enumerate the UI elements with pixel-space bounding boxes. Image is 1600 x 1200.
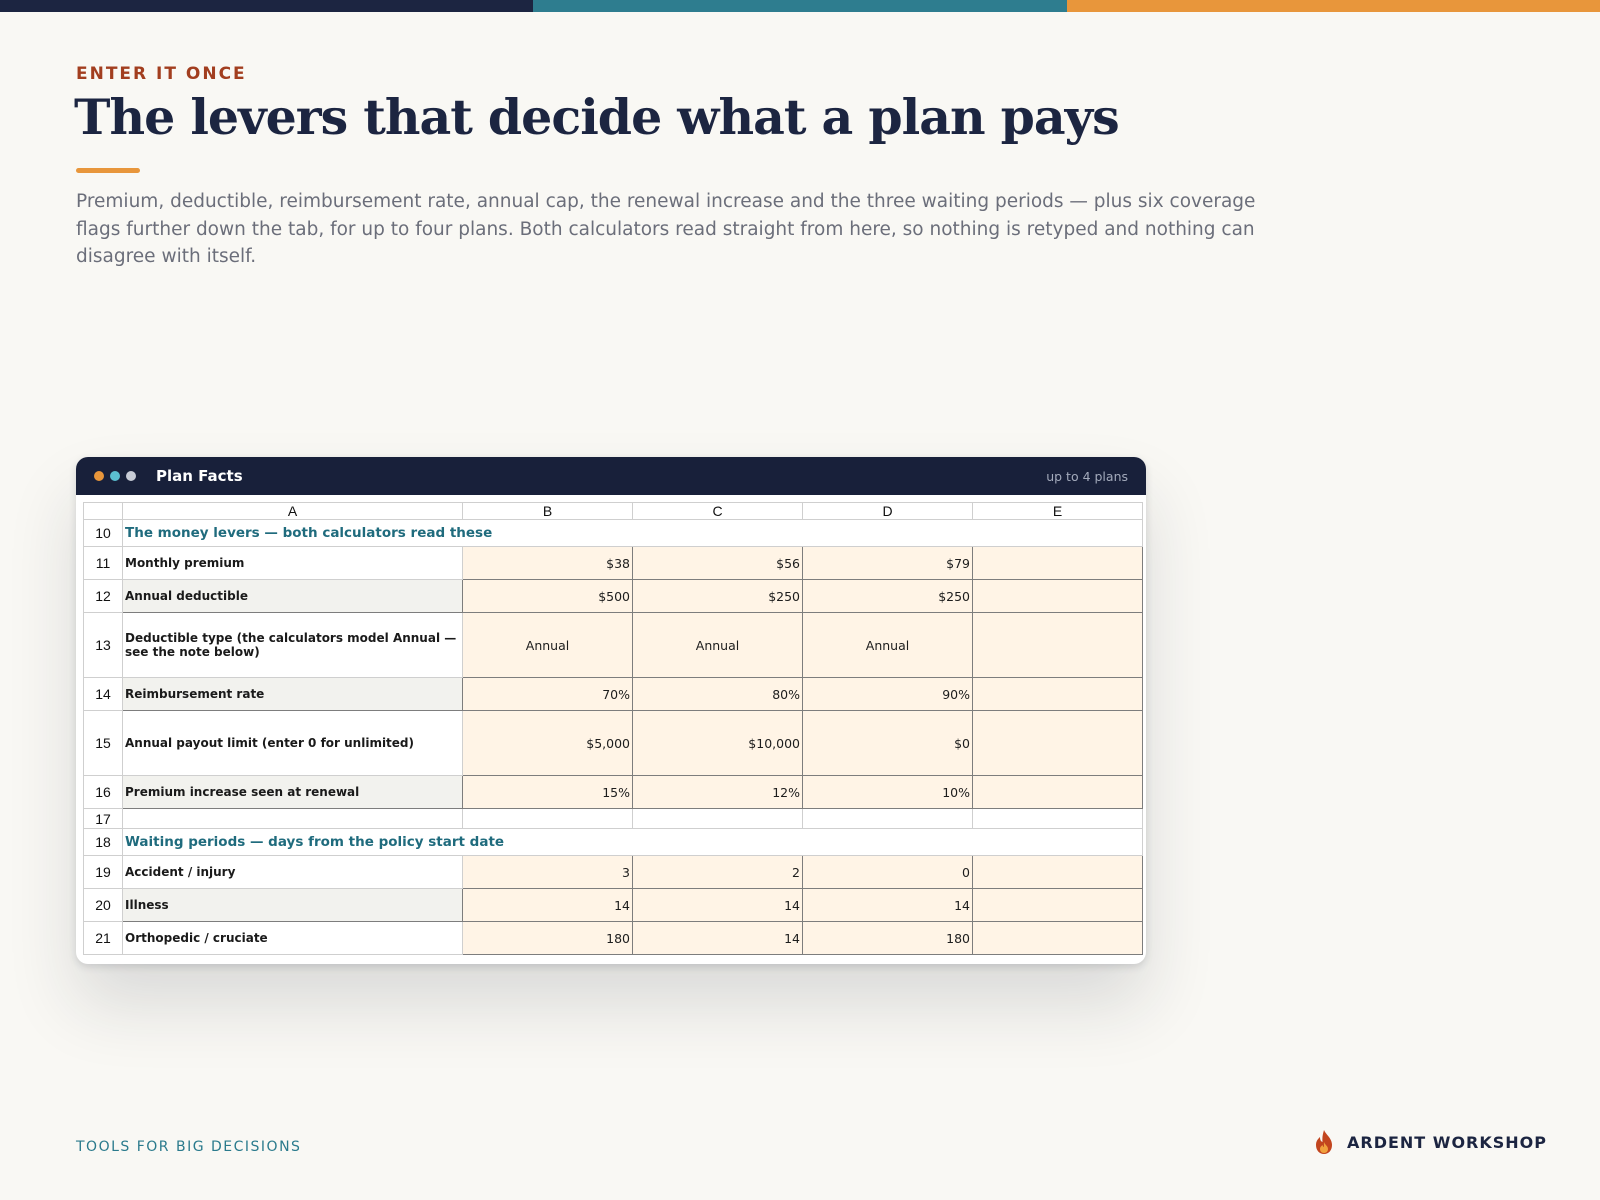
- cell-input-empty[interactable]: [973, 678, 1143, 711]
- table-row: [84, 922, 1143, 955]
- cell-input[interactable]: 14: [633, 889, 803, 922]
- row-number[interactable]: 17: [84, 809, 123, 829]
- empty-cell[interactable]: [973, 809, 1143, 829]
- cell-input[interactable]: 70%: [463, 678, 633, 711]
- plan-facts-sheet: [83, 502, 1143, 955]
- cell-input[interactable]: 2: [633, 856, 803, 889]
- page-title: The levers that decide what a plan pays: [74, 88, 1119, 146]
- row-number[interactable]: 14: [84, 678, 123, 711]
- accent-bar-orange: [1067, 0, 1600, 12]
- table-row: [84, 776, 1143, 809]
- spreadsheet-window: [76, 457, 1146, 964]
- cell-input[interactable]: 14: [803, 889, 973, 922]
- title-underline: [76, 168, 140, 173]
- flame-icon: [1313, 1129, 1335, 1155]
- row-label-monthly-premium[interactable]: Monthly premium: [123, 547, 463, 580]
- section-heading-money-levers[interactable]: The money levers — both calculators read these: [123, 520, 1143, 547]
- cell-input[interactable]: 80%: [633, 678, 803, 711]
- row-number[interactable]: 20: [84, 889, 123, 922]
- cell-input[interactable]: $79: [803, 547, 973, 580]
- row-label-orthopedic[interactable]: Orthopedic / cruciate: [123, 922, 463, 955]
- cell-input[interactable]: 14: [633, 922, 803, 955]
- footer-tagline: TOOLS FOR BIG DECISIONS: [76, 1139, 302, 1155]
- table-row: [84, 678, 1143, 711]
- cell-input[interactable]: 0: [803, 856, 973, 889]
- row-number[interactable]: 21: [84, 922, 123, 955]
- row-number[interactable]: 19: [84, 856, 123, 889]
- row-label-accident-injury[interactable]: Accident / injury: [123, 856, 463, 889]
- accent-bar-teal: [533, 0, 1066, 12]
- accent-bar-navy: [0, 0, 533, 12]
- cell-input[interactable]: 15%: [463, 776, 633, 809]
- cell-input[interactable]: $250: [803, 580, 973, 613]
- table-row: [84, 809, 1143, 829]
- row-number[interactable]: 12: [84, 580, 123, 613]
- cell-input-empty[interactable]: [973, 711, 1143, 776]
- table-row: [84, 580, 1143, 613]
- cell-input[interactable]: 14: [463, 889, 633, 922]
- cell-input[interactable]: $10,000: [633, 711, 803, 776]
- cell-input-empty[interactable]: [973, 613, 1143, 678]
- column-header-e[interactable]: E: [973, 503, 1143, 520]
- row-number[interactable]: 10: [84, 520, 123, 547]
- row-label-deductible-type[interactable]: Deductible type (the calculators model Annual — see the note below): [123, 613, 463, 678]
- table-row: [84, 856, 1143, 889]
- cell-input[interactable]: $38: [463, 547, 633, 580]
- column-header-b[interactable]: B: [463, 503, 633, 520]
- eyebrow-label: ENTER IT ONCE: [76, 64, 247, 84]
- cell-input[interactable]: 180: [463, 922, 633, 955]
- row-label-premium-increase[interactable]: Premium increase seen at renewal: [123, 776, 463, 809]
- cell-input[interactable]: 3: [463, 856, 633, 889]
- column-header-c[interactable]: C: [633, 503, 803, 520]
- cell-input-empty[interactable]: [973, 580, 1143, 613]
- table-row: [84, 547, 1143, 580]
- table-row: [84, 889, 1143, 922]
- cell-input[interactable]: $56: [633, 547, 803, 580]
- row-number[interactable]: 15: [84, 711, 123, 776]
- intro-paragraph: Premium, deductible, reimbursement rate, annual cap, the renewal increase and the three waiting periods — plus six coverage flags further down the tab, for up to four plans. Both calculators read straight from here, so nothing is retyped and nothing can disagree with itself.: [76, 191, 1256, 267]
- column-header-row: [84, 503, 1143, 520]
- empty-cell[interactable]: [803, 809, 973, 829]
- footer-brand: [1313, 1129, 1547, 1155]
- top-accent-bar: [0, 0, 1600, 12]
- cell-input[interactable]: Annual: [633, 613, 803, 678]
- cell-input[interactable]: Annual: [803, 613, 973, 678]
- row-number[interactable]: 18: [84, 829, 123, 856]
- brand-name: ARDENT WORKSHOP: [1347, 1132, 1547, 1152]
- window-dot-orange: [94, 471, 104, 481]
- column-header-a[interactable]: A: [123, 503, 463, 520]
- cell-input[interactable]: 180: [803, 922, 973, 955]
- cell-input-empty[interactable]: [973, 547, 1143, 580]
- table-row: [84, 829, 1143, 856]
- empty-cell[interactable]: [463, 809, 633, 829]
- cell-input[interactable]: $500: [463, 580, 633, 613]
- column-header-d[interactable]: D: [803, 503, 973, 520]
- row-label-illness[interactable]: Illness: [123, 889, 463, 922]
- table-row: [84, 711, 1143, 776]
- cell-input[interactable]: $250: [633, 580, 803, 613]
- empty-cell[interactable]: [633, 809, 803, 829]
- cell-input[interactable]: Annual: [463, 613, 633, 678]
- row-number[interactable]: 11: [84, 547, 123, 580]
- cell-input-empty[interactable]: [973, 922, 1143, 955]
- cell-input[interactable]: 10%: [803, 776, 973, 809]
- empty-cell[interactable]: [123, 809, 463, 829]
- cell-input[interactable]: $5,000: [463, 711, 633, 776]
- cell-input-empty[interactable]: [973, 889, 1143, 922]
- row-label-annual-deductible[interactable]: Annual deductible: [123, 580, 463, 613]
- window-dot-grey: [126, 471, 136, 481]
- section-heading-waiting-periods[interactable]: Waiting periods — days from the policy start date: [123, 829, 1143, 856]
- window-dot-teal: [110, 471, 120, 481]
- row-number[interactable]: 13: [84, 613, 123, 678]
- cell-input[interactable]: 12%: [633, 776, 803, 809]
- row-label-reimbursement-rate[interactable]: Reimbursement rate: [123, 678, 463, 711]
- row-number[interactable]: 16: [84, 776, 123, 809]
- cell-input-empty[interactable]: [973, 856, 1143, 889]
- corner-cell[interactable]: [84, 503, 123, 520]
- cell-input[interactable]: $0: [803, 711, 973, 776]
- window-badge: up to 4 plans: [1046, 468, 1128, 484]
- table-row: [84, 613, 1143, 678]
- cell-input-empty[interactable]: [973, 776, 1143, 809]
- table-row: [84, 520, 1143, 547]
- window-titlebar: [76, 457, 1146, 495]
- cell-input[interactable]: 90%: [803, 678, 973, 711]
- window-title: Plan Facts: [156, 467, 243, 485]
- row-label-annual-payout-limit[interactable]: Annual payout limit (enter 0 for unlimited): [123, 711, 463, 776]
